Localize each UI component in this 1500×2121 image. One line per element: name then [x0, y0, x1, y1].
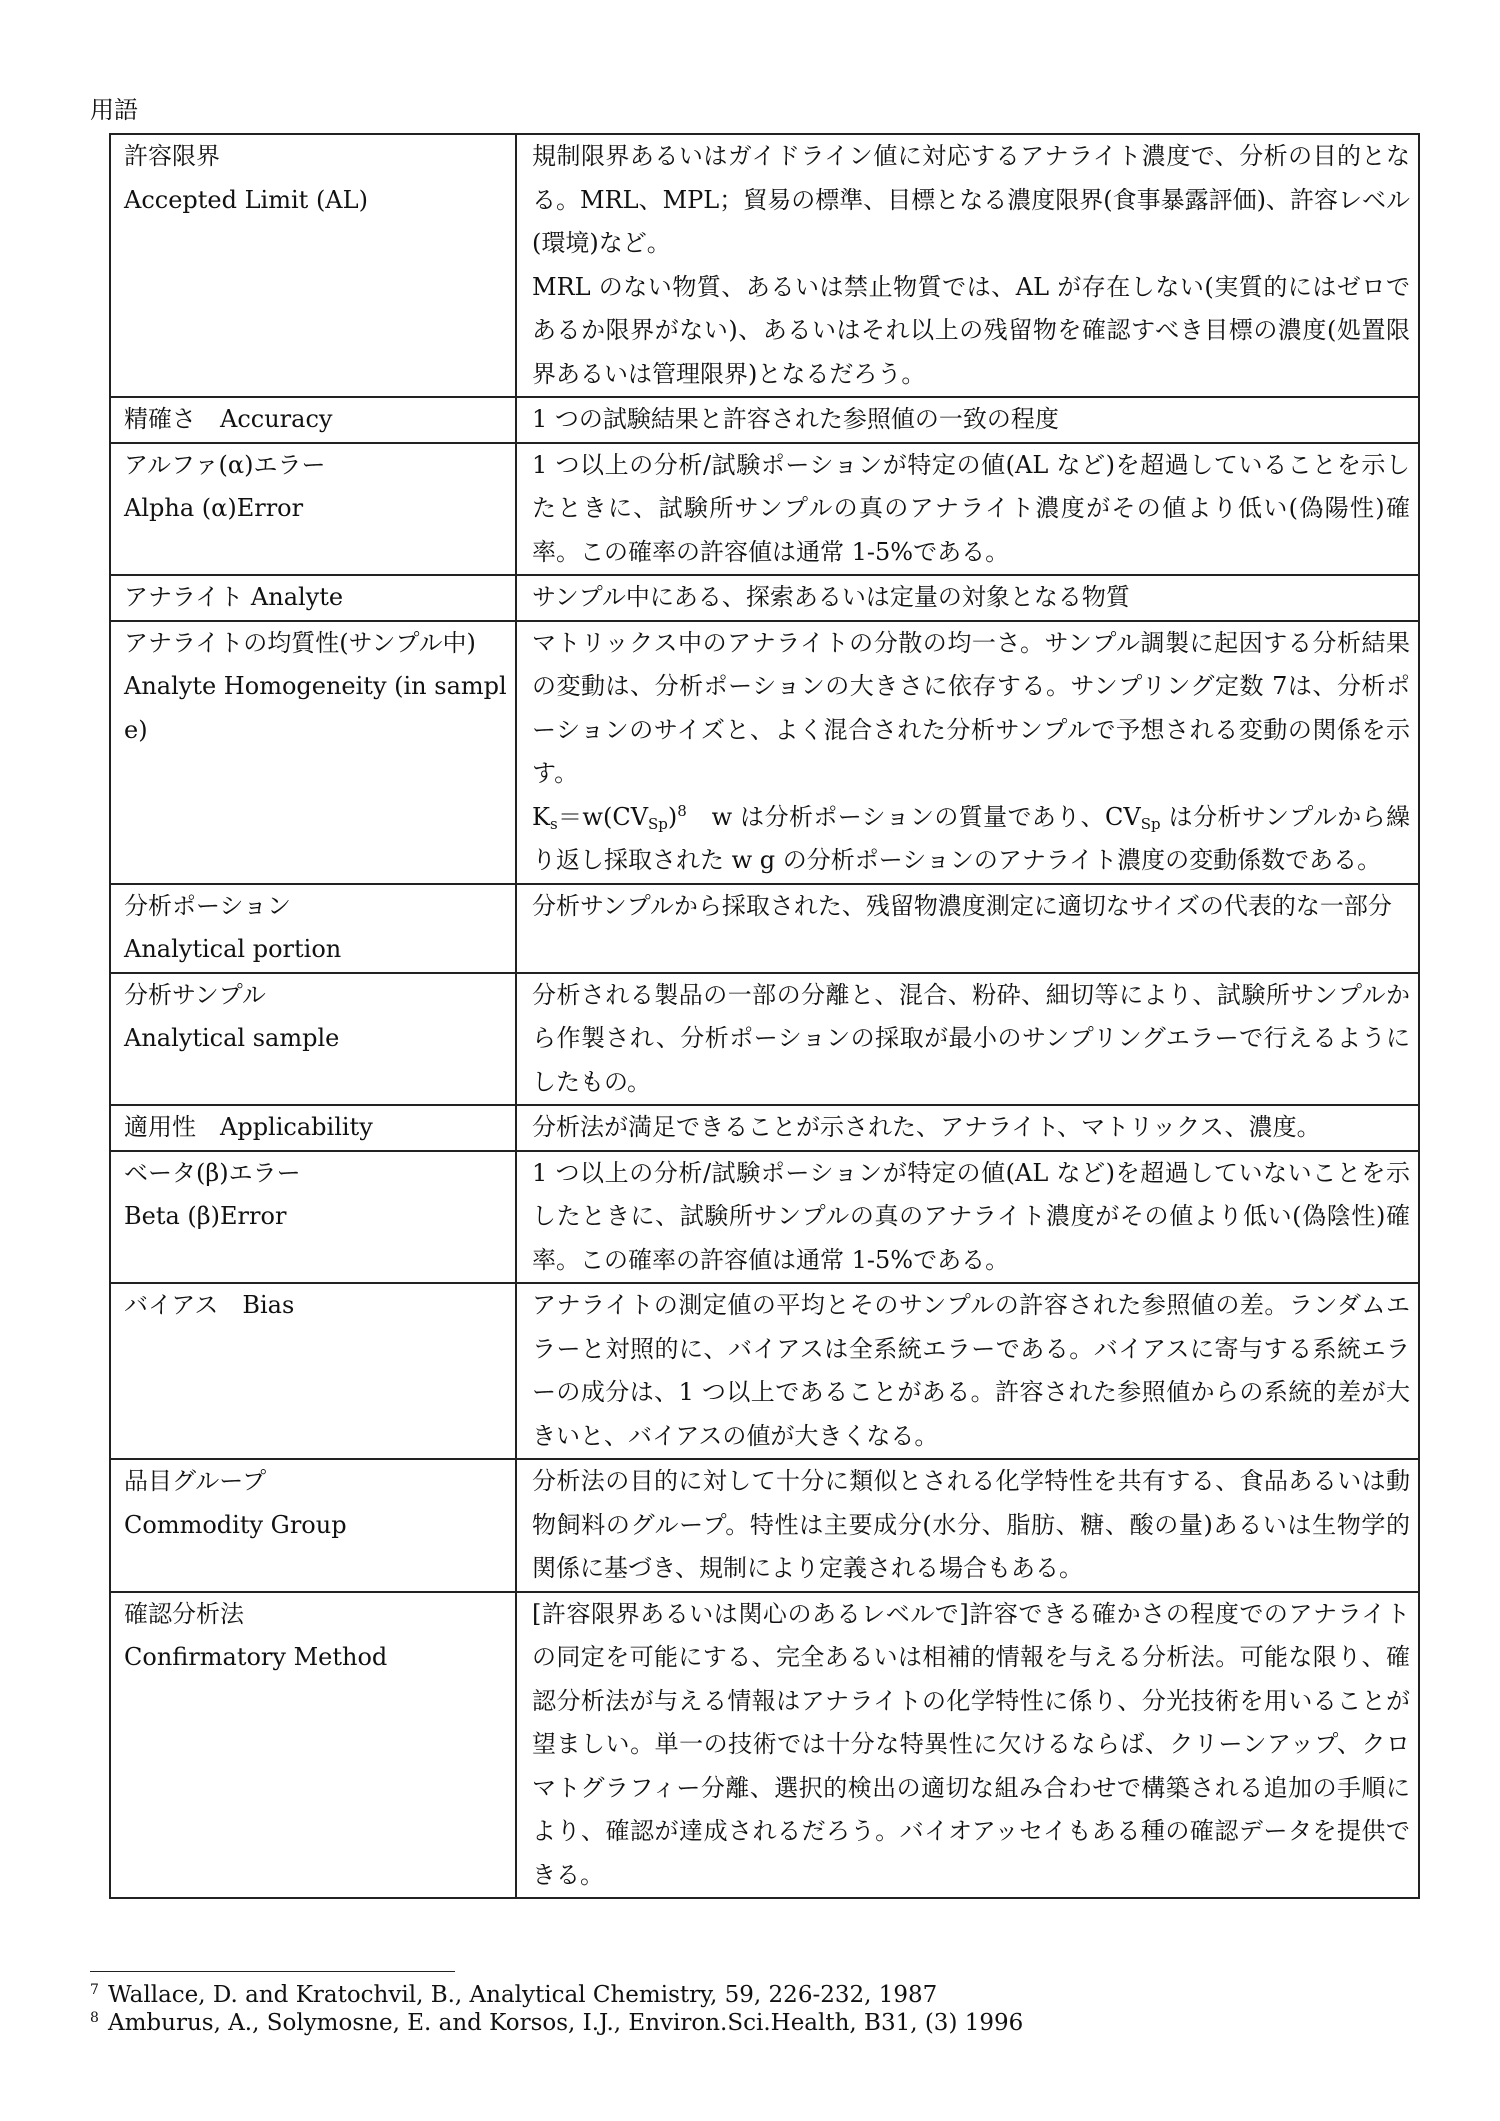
table-row: [110, 621, 1419, 884]
term-cell: [110, 884, 516, 973]
formula-cv-subscript: Sp: [1140, 814, 1161, 833]
footnote-text: Amburus, A., Solymosne, E. and Korsos, I.J., Environ.Sci.Health, B31, (3) 1996: [108, 2010, 1024, 2036]
formula-text: は分析サンプルから繰り返し採取された w g の分析ポーションのアナライト濃度の変動係数である。: [532, 802, 1411, 874]
footnote-separator: [90, 1971, 455, 1972]
term-cell: [110, 397, 516, 443]
definition-text: アナライトの測定値の平均とそのサンプルの許容された参照値の差。ランダムエラーと対照的に、バイアスは全系統エラーである。バイアスに寄与する系統エラーの成分は、1 つ以上であることがある。許容された参照値からの系統的差が大きいと、バイアスの値が大きくなる。: [532, 1291, 1410, 1450]
term-ja: バイアス Bias: [124, 1291, 295, 1319]
definition-cell: [516, 884, 1419, 973]
footnote: 8 Amburus, A., Solymosne, E. and Korsos, I.J., Environ.Sci.Health, B31, (3) 1996: [90, 2010, 1024, 2036]
definition-cell: [516, 1151, 1419, 1284]
term-cell: [110, 1105, 516, 1151]
table-row: [110, 443, 1419, 576]
formula-text: w は分析ポーションの質量であり、CV: [686, 802, 1141, 831]
definition-cell: [516, 1459, 1419, 1592]
term-cell: [110, 443, 516, 576]
table-row: [110, 1592, 1419, 1899]
term-ja: アナライト Analyte: [124, 583, 344, 611]
definition-cell: [516, 397, 1419, 443]
term-cell: [110, 1592, 516, 1899]
table-row: [110, 397, 1419, 443]
formula-close: ): [667, 802, 678, 831]
definition-cell: [516, 973, 1419, 1106]
term-en: Accepted Limit (AL): [124, 185, 368, 214]
footnote: 7 Wallace, D. and Kratochvil, B., Analytical Chemistry, 59, 226-232, 1987: [90, 1982, 938, 2008]
table-row: [110, 884, 1419, 973]
table-row: [110, 1105, 1419, 1151]
term-en: Analyte Homogeneity (in sample): [124, 672, 507, 744]
term-ja: ベータ(β)エラー: [124, 1158, 301, 1187]
definition-text: 分析法の目的に対して十分に類似とされる化学特性を共有する、食品あるいは動物飼料のグループ。特性は主要成分(水分、脂肪、糖、酸の量)あるいは生物学的関係に基づき、規制により定義される場合もある。: [532, 1467, 1410, 1582]
definition-text: 分析法が満足できることが示された、アナライト、マトリックス、濃度。: [532, 1113, 1321, 1141]
term-ja: 適用性 Applicability: [124, 1113, 373, 1141]
sampling-constant-formula: [532, 796, 1410, 883]
term-en: Beta (β)Error: [124, 1202, 287, 1230]
formula-eq: ＝w(CV: [557, 802, 649, 831]
term-ja: 分析ポーション: [124, 891, 292, 920]
term-en: Analytical portion: [124, 935, 342, 963]
definition-text: [許容限界あるいは関心のあるレベルで]許容できる確かさの程度でのアナライトの同定を可能にする、完全あるいは相補的情報を与える分析法。可能な限り、確認分析法が与える情報はアナライトの化学特性に係り、分光技術を用いることが望ましい。単一の技術では十分な特異性に欠けるならば、クリーンアップ、クロマトグラフィー分離、選択的検出の適切な組み合わせで構築される追加の手順により、確認が達成されるだろう。バイオアッセイもある種の確認データを提供できる。: [532, 1599, 1410, 1889]
term-cell: [110, 973, 516, 1106]
term-ja: 許容限界: [124, 142, 220, 170]
term-cell: [110, 1459, 516, 1592]
term-cell: [110, 1283, 516, 1459]
term-ja: 分析サンプル: [124, 980, 266, 1009]
table-row: [110, 1459, 1419, 1592]
definition-text: 分析される製品の一部の分離と、混合、粉砕、細切等により、試験所サンプルから作製され、分析ポーションの採取が最小のサンプリングエラーで行えるようにしたもの。: [532, 980, 1410, 1096]
definition-text: サンプル中にある、探索あるいは定量の対象となる物質: [532, 583, 1130, 611]
table-row: [110, 575, 1419, 621]
definition-text: 1 つ以上の分析/試験ポーションが特定の値(AL など)を超過していないことを示したときに、試験所サンプルの真のアナライト濃度がその値より低い(偽陰性)確率。この確率の許容値は通常 1-5%である。: [532, 1158, 1410, 1274]
term-ja: 精確さ Accuracy: [124, 405, 333, 433]
term-ja: 確認分析法: [124, 1599, 244, 1628]
table-row: [110, 134, 1419, 397]
footnotes: [90, 1981, 1023, 2037]
term-cell: [110, 1151, 516, 1284]
footnote-text: Wallace, D. and Kratochvil, B., Analytical Chemistry, 59, 226-232, 1987: [108, 1982, 938, 2008]
definition-cell: [516, 1105, 1419, 1151]
definition-cell: [516, 1592, 1419, 1899]
term-en: Confirmatory Method: [124, 1643, 388, 1671]
definition-text: 規制限界あるいはガイドライン値に対応するアナライト濃度で、分析の目的となる。MRL、MPL；貿易の標準、目標となる濃度限界(食事暴露評価)、許容レベル(環境)など。: [532, 142, 1410, 257]
formula-cv-subscript: Sp: [648, 814, 668, 833]
term-ja: 品目グループ: [124, 1467, 267, 1495]
table-row: [110, 973, 1419, 1106]
term-ja: アナライトの均質性(サンプル中): [124, 628, 476, 657]
term-cell: [110, 621, 516, 884]
definition-cell: [516, 443, 1419, 576]
definition-text: 1 つの試験結果と許容された参照値の一致の程度: [532, 405, 1059, 433]
definition-text: 分析サンプルから採取された、残留物濃度測定に適切なサイズの代表的な一部分: [532, 891, 1392, 920]
glossary-table: [109, 133, 1420, 1899]
page-heading: 用語: [90, 96, 138, 124]
term-en: Alpha (α)Error: [124, 494, 304, 522]
term-cell: [110, 575, 516, 621]
term-en: Commodity Group: [124, 1510, 347, 1539]
formula-k: K: [532, 802, 550, 831]
term-en: Analytical sample: [124, 1024, 340, 1052]
term-ja: アルファ(α)エラー: [124, 450, 326, 479]
definition-cell: [516, 575, 1419, 621]
formula-k-subscript: s: [549, 814, 558, 833]
table-row: [110, 1283, 1419, 1459]
table-row: [110, 1151, 1419, 1284]
footnote-reference: 8: [677, 801, 687, 820]
definition-cell: [516, 134, 1419, 397]
definition-text: 1 つ以上の分析/試験ポーションが特定の値(AL など)を超過していることを示したときに、試験所サンプルの真のアナライト濃度がその値より低い(偽陽性)確率。この確率の許容値は通常 1-5%である。: [532, 450, 1410, 566]
term-cell: [110, 134, 516, 397]
definition-cell: [516, 621, 1419, 884]
definition-text: マトリックス中のアナライトの分散の均一さ。サンプル調製に起因する分析結果の変動は、分析ポーションの大きさに依存する。サンプリング定数 7は、分析ポーションのサイズと、よく混合された分析サンプルで予想される変動の関係を示す。: [532, 628, 1410, 787]
definition-text: MRL のない物質、あるいは禁止物質では、AL が存在しない(実質的にはゼロであるか限界がない)、あるいはそれ以上の残留物を確認すべき目標の濃度(処置限界あるいは管理限界)となるだろう。: [532, 272, 1410, 388]
definition-cell: [516, 1283, 1419, 1459]
